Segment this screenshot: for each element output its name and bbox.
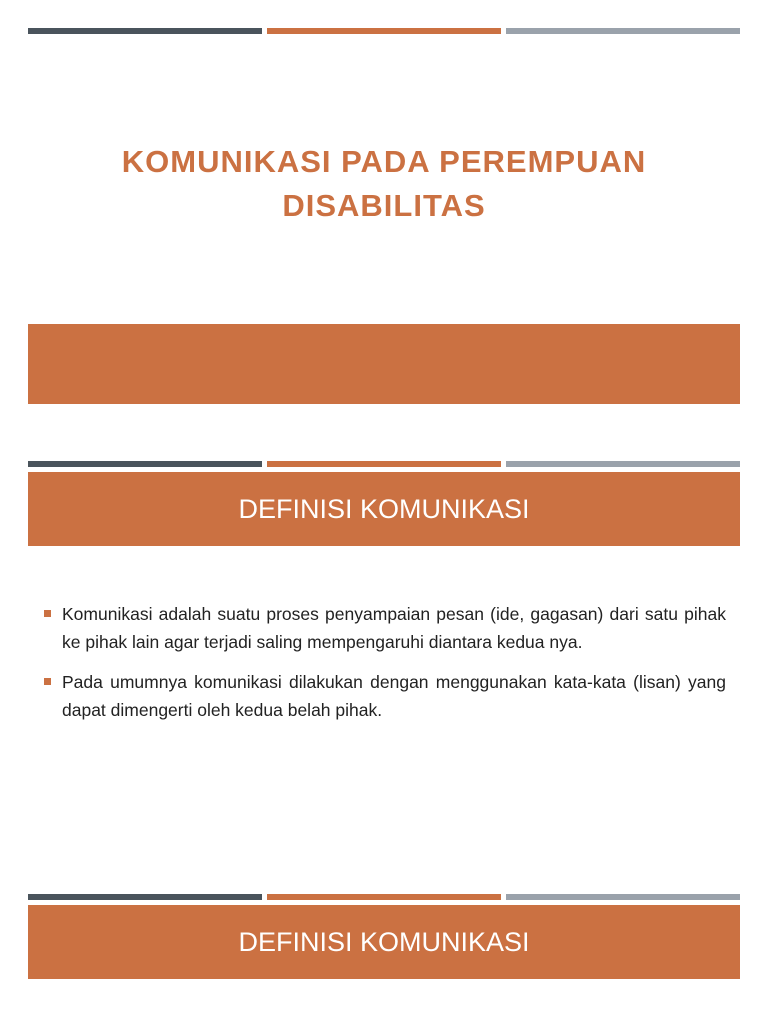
title-line-1: KOMUNIKASI PADA PEREMPUAN [121, 144, 647, 179]
accent-bar-orange [267, 894, 501, 900]
accent-bar [28, 461, 740, 467]
bullet-list [44, 600, 726, 736]
accent-bar-gray [506, 461, 740, 467]
subtitle-band [28, 324, 740, 404]
accent-bar-gray [506, 28, 740, 34]
bullet-item: Komunikasi adalah suatu proses penyampaian pesan (ide, gagasan) dari satu pihak ke pihak lain agar terjadi saling mempengaruhi diantara kedua nya. [44, 600, 726, 656]
accent-bar-orange [267, 461, 501, 467]
accent-bar-dark [28, 461, 262, 467]
slide-heading: DEFINISI KOMUNIKASI [28, 905, 740, 979]
accent-bar-dark [28, 28, 262, 34]
accent-bar-gray [506, 894, 740, 900]
slide-definition [0, 440, 768, 880]
slide-definition-2 [0, 880, 768, 1024]
bullet-item: Pada umumnya komunikasi dilakukan dengan menggunakan kata-kata (lisan) yang dapat dimengerti oleh kedua belah pihak. [44, 668, 726, 724]
accent-bar [28, 894, 740, 900]
slide-title-text [28, 140, 740, 228]
accent-bar [28, 28, 740, 34]
title-line-2: DISABILITAS [282, 188, 486, 223]
slide-heading: DEFINISI KOMUNIKASI [28, 472, 740, 546]
accent-bar-dark [28, 894, 262, 900]
accent-bar-orange [267, 28, 501, 34]
slide-title [0, 0, 768, 440]
